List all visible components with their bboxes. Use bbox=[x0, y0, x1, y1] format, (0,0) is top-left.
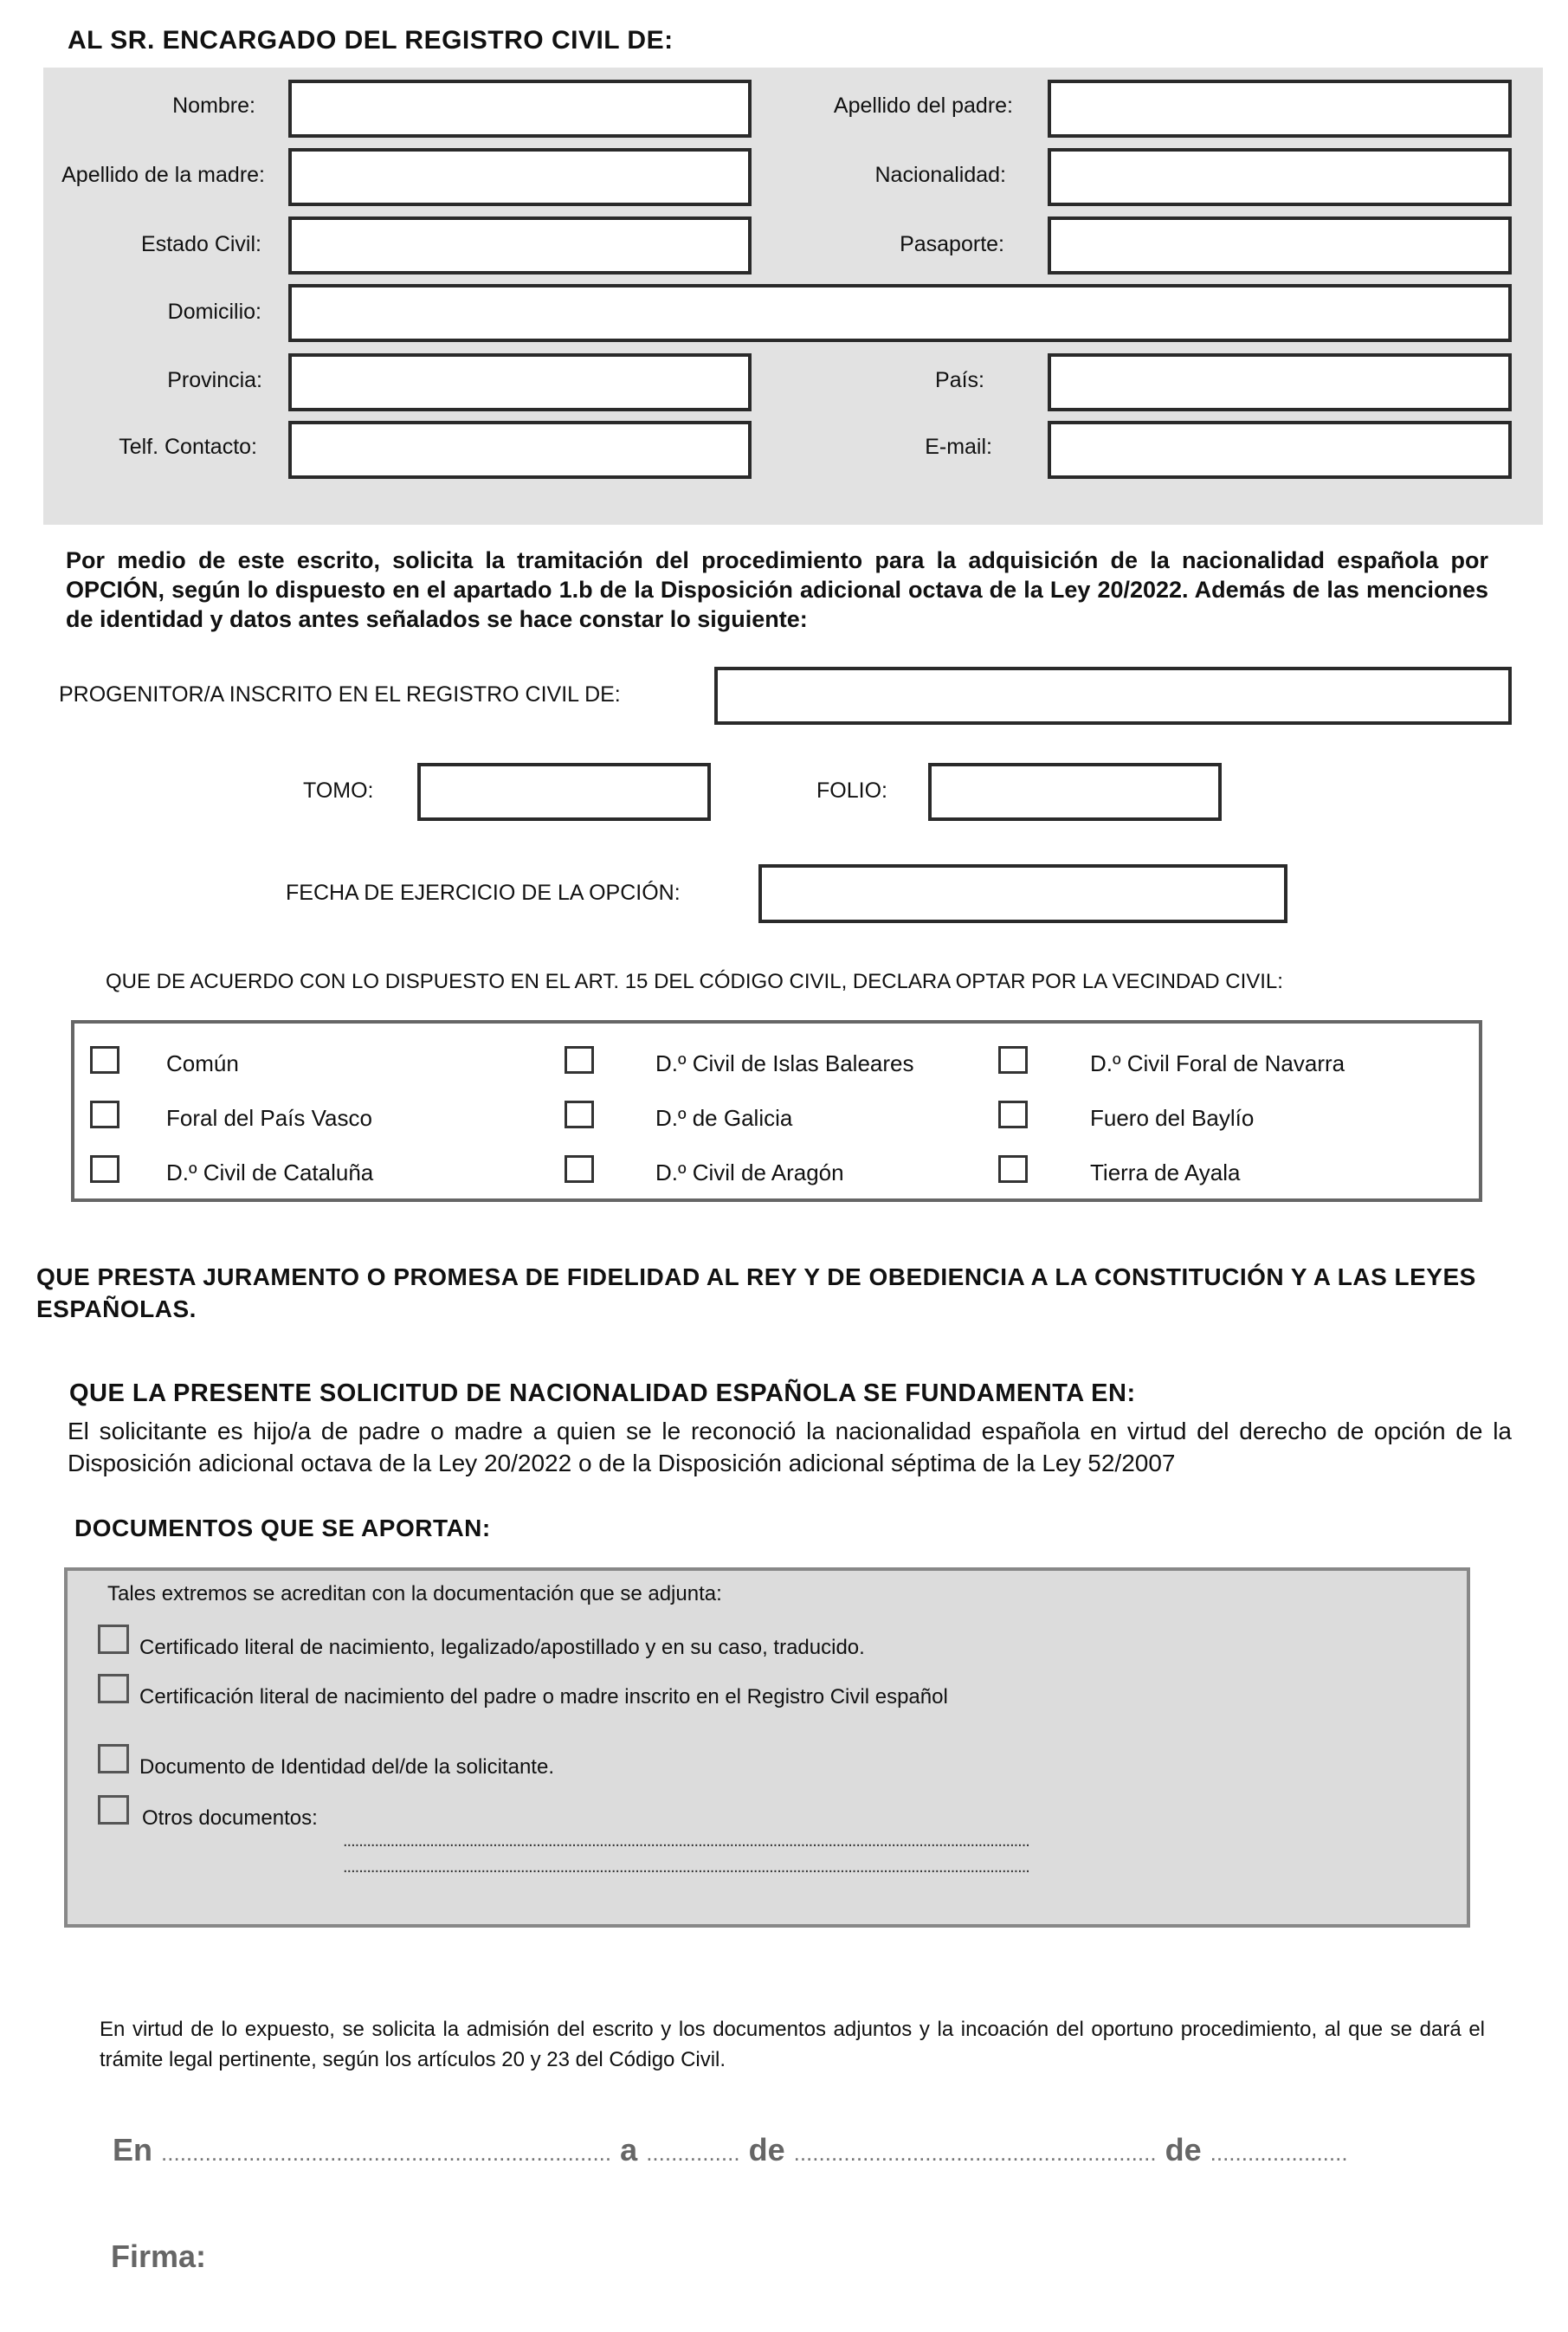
option-aragon-label: D.º Civil de Aragón bbox=[655, 1160, 844, 1185]
nacionalidad-label: Nacionalidad: bbox=[874, 163, 1006, 187]
checkbox-doc-certificado[interactable] bbox=[98, 1625, 129, 1654]
form-title: AL SR. ENCARGADO DEL REGISTRO CIVIL DE: bbox=[68, 26, 674, 55]
oath-statement: QUE PRESTA JURAMENTO O PROMESA DE FIDELIDAD AL REY Y DE OBEDIENCIA A LA CONSTITUCIÓN Y A LAS LEYES ESPAÑOLAS. bbox=[36, 1263, 1476, 1322]
folio-label: FOLIO: bbox=[816, 778, 887, 803]
documents-intro: Tales extremos se acreditan con la documentación que se adjunta: bbox=[107, 1582, 722, 1605]
apellido-madre-field[interactable] bbox=[288, 148, 752, 206]
option-pais-vasco-label: Foral del País Vasco bbox=[166, 1105, 372, 1131]
checkbox-navarra[interactable] bbox=[998, 1046, 1028, 1074]
year-dots[interactable]: ...................... bbox=[1210, 2140, 1348, 2166]
request-paragraph: Por medio de este escrito, solicita la tramitación del procedimiento para la adquisición de la nacionalidad española por OPCIÓN, según lo dispuesto en el apartado 1.b de la Disposición adicional octava de la Ley 20/2022. Además de las menciones de identidad y datos antes señalados se hace constar lo siguiente: bbox=[66, 547, 1488, 632]
checkbox-baylio[interactable] bbox=[998, 1101, 1028, 1128]
provincia-label: Provincia: bbox=[167, 368, 262, 392]
option-ayala-label: Tierra de Ayala bbox=[1090, 1160, 1241, 1185]
nombre-label: Nombre: bbox=[172, 94, 255, 118]
checkbox-doc-otros[interactable] bbox=[98, 1795, 129, 1825]
doc-otros-label: Otros documentos: bbox=[142, 1806, 318, 1830]
domicilio-label: Domicilio: bbox=[167, 300, 261, 324]
checkbox-ayala[interactable] bbox=[998, 1155, 1028, 1183]
fecha-opcion-label: FECHA DE EJERCICIO DE LA OPCIÓN: bbox=[286, 881, 681, 905]
doc-identidad-label: Documento de Identidad del/de la solicitante. bbox=[139, 1755, 554, 1779]
otros-line-1[interactable]: .............................................................................................................................................................................. bbox=[343, 1831, 1029, 1851]
telefono-label: Telf. Contacto: bbox=[119, 435, 257, 459]
option-galicia-label: D.º de Galicia bbox=[655, 1105, 793, 1131]
checkbox-galicia[interactable] bbox=[565, 1101, 594, 1128]
checkbox-comun[interactable] bbox=[90, 1046, 119, 1074]
option-baleares-label: D.º Civil de Islas Baleares bbox=[655, 1050, 914, 1076]
documents-heading: DOCUMENTOS QUE SE APORTAN: bbox=[74, 1515, 491, 1541]
folio-field[interactable] bbox=[928, 763, 1222, 821]
checkbox-baleares[interactable] bbox=[565, 1046, 594, 1074]
basis-text: El solicitante es hijo/a de padre o madre a quien se le reconoció la nacionalidad española en virtud del derecho de opción de la Disposición adicional octava de la Ley 20/2022 o de la Disposición adicional séptima de la Ley 52/2007 bbox=[68, 1418, 1512, 1476]
day-dots[interactable]: ............... bbox=[646, 2140, 740, 2166]
firma-label bbox=[111, 2238, 206, 2275]
doc-certificado-label: Certificado literal de nacimiento, legalizado/apostillado y en su caso, traducido. bbox=[139, 1636, 865, 1659]
doc-certificacion-padre-label: Certificación literal de nacimiento del padre o madre inscrito en el Registro Civil español bbox=[139, 1685, 948, 1709]
pais-label: País: bbox=[935, 368, 984, 392]
apellido-padre-label: Apellido del padre: bbox=[833, 94, 1013, 118]
tomo-field[interactable] bbox=[417, 763, 711, 821]
checkbox-pais-vasco[interactable] bbox=[90, 1101, 119, 1128]
checkbox-doc-certificacion-padre[interactable] bbox=[98, 1674, 129, 1703]
pais-field[interactable] bbox=[1048, 353, 1512, 411]
checkbox-aragon[interactable] bbox=[565, 1155, 594, 1183]
apellido-madre-label: Apellido de la madre: bbox=[61, 163, 265, 187]
option-comun-label: Común bbox=[166, 1050, 239, 1076]
signature-place-line bbox=[113, 2132, 1348, 2168]
firma-text: Firma: bbox=[111, 2238, 207, 2274]
email-label: E-mail: bbox=[925, 435, 992, 459]
month-dots[interactable]: .......................................................... bbox=[793, 2140, 1157, 2166]
checkbox-cataluna[interactable] bbox=[90, 1155, 119, 1183]
apellido-padre-field[interactable] bbox=[1048, 80, 1512, 138]
domicilio-field[interactable] bbox=[288, 284, 1512, 342]
vecindad-intro: QUE DE ACUERDO CON LO DISPUESTO EN EL ART. 15 DEL CÓDIGO CIVIL, DECLARA OPTAR POR LA VECINDAD CIVIL: bbox=[106, 970, 1283, 993]
provincia-field[interactable] bbox=[288, 353, 752, 411]
telefono-field[interactable] bbox=[288, 421, 752, 479]
a-word: a bbox=[620, 2132, 638, 2167]
nombre-field[interactable] bbox=[288, 80, 752, 138]
option-baylio-label: Fuero del Baylío bbox=[1090, 1105, 1255, 1131]
option-navarra-label: D.º Civil Foral de Navarra bbox=[1090, 1050, 1345, 1076]
otros-line-2[interactable]: .............................................................................................................................................................................. bbox=[343, 1857, 1029, 1877]
checkbox-doc-identidad[interactable] bbox=[98, 1744, 129, 1773]
basis-heading: QUE LA PRESENTE SOLICITUD DE NACIONALIDAD ESPAÑOLA SE FUNDAMENTA EN: bbox=[69, 1379, 1136, 1407]
estado-civil-label: Estado Civil: bbox=[141, 232, 261, 256]
nacionalidad-field[interactable] bbox=[1048, 148, 1512, 206]
pasaporte-field[interactable] bbox=[1048, 216, 1512, 275]
de-word-2: de bbox=[1165, 2132, 1202, 2167]
tomo-label: TOMO: bbox=[303, 778, 374, 803]
email-field[interactable] bbox=[1048, 421, 1512, 479]
option-cataluna-label: D.º Civil de Cataluña bbox=[166, 1160, 374, 1185]
progenitor-registry-field[interactable] bbox=[714, 667, 1512, 725]
progenitor-label: PROGENITOR/A INSCRITO EN EL REGISTRO CIVIL DE: bbox=[59, 682, 621, 707]
place-dots[interactable]: ........................................................................ bbox=[161, 2140, 612, 2166]
fecha-opcion-field[interactable] bbox=[758, 864, 1287, 923]
closing-paragraph: En virtud de lo expuesto, se solicita la admisión del escrito y los documentos adjuntos y la incoación del oportuno procedimiento, al que se dará el trámite legal pertinente, según los artículos 20 y 23 del Código Civil. bbox=[100, 2018, 1485, 2071]
de-word-1: de bbox=[748, 2132, 785, 2167]
en-word: En bbox=[113, 2132, 153, 2167]
pasaporte-label: Pasaporte: bbox=[900, 232, 1004, 256]
estado-civil-field[interactable] bbox=[288, 216, 752, 275]
